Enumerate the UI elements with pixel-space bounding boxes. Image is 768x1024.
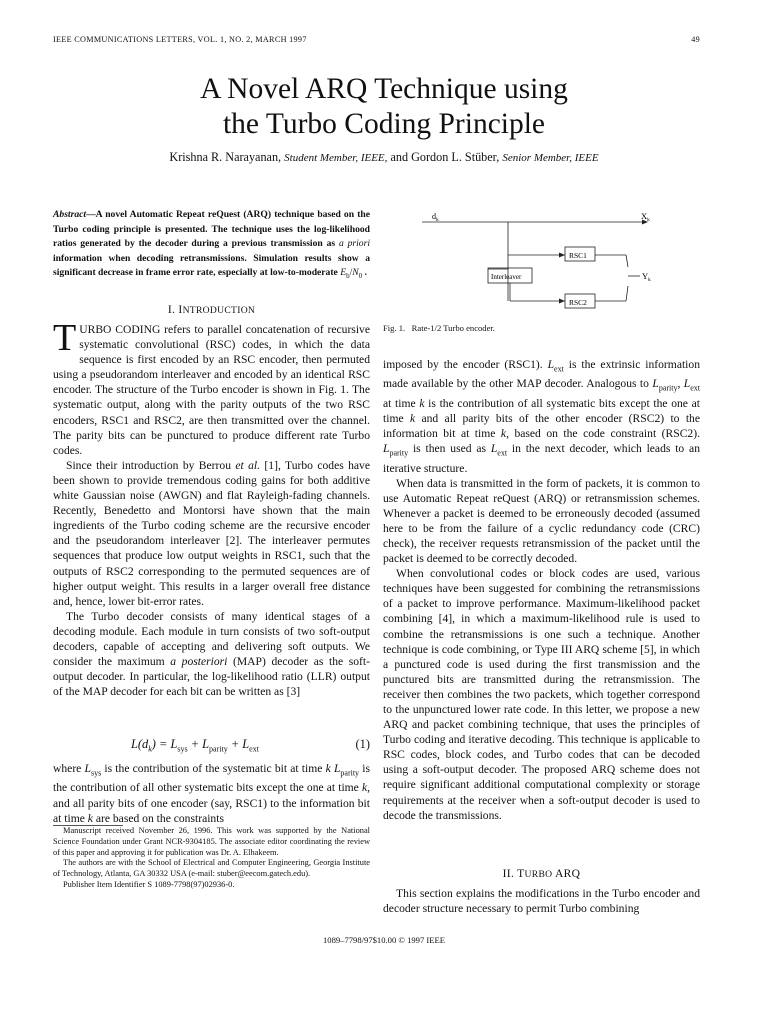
footnotes <box>53 826 370 891</box>
introduction-body <box>53 317 370 699</box>
equation-1-body <box>131 737 259 753</box>
ic-k2: k <box>361 781 368 795</box>
rc-p1-h: is then used as <box>408 442 491 456</box>
journal-header: IEEE COMMUNICATIONS LETTERS, VOL. 1, NO. 2, MARCH 1997 <box>53 35 307 44</box>
rc-p1-c: , <box>677 377 684 391</box>
rc-L2: L <box>652 377 659 391</box>
section2-word2: ARQ <box>554 867 581 880</box>
rsc2-arrow <box>559 299 565 304</box>
rsc2-switch <box>626 286 628 301</box>
footnote-affiliation: The authors are with the School of Electrical and Computer Engineering, Georgia Institute of Technology, Atlanta, GA 30332 USA (e-mail: stuber@eecom.gatech.edu). <box>53 858 370 879</box>
eq-sub-sys: sys <box>177 744 188 754</box>
rc-p1-a: imposed by the encoder (RSC1). <box>383 358 548 371</box>
rc-L2-sub: parity <box>658 383 678 393</box>
ic-t4: is the contribution of all other systematic bits except the one at time <box>53 762 370 795</box>
rc-p1-i: in the next decoder, which leads to an iterative structure. <box>383 442 700 475</box>
section-heading-introduction <box>53 303 370 316</box>
eq-plus-1: + L <box>187 737 210 751</box>
title-line-1: A Novel ARQ Technique using <box>200 73 568 105</box>
intro-p2-etal: et al. <box>235 458 261 472</box>
intro-p1-text: URBO CODING refers to parallel concatenation of recursive systematic convolutional (RSC) codes, in which the data sequence is first encoded by an RSC encoder, then permuted using a pseudorandom interleaver and encoded by an identical RSC encoder. The structure of the Turbo encoder is shown in Fig. 1. The systematic output, along with the parity outputs of the two RSC encoders, RSC1 and RSC2, are then transmitted over the channel. The parity bits can be punctured to produce different rate Turbo codes. <box>53 323 370 457</box>
rc-L5-sub: ext <box>497 448 508 458</box>
rsc1-label: RSC1 <box>569 251 587 260</box>
footnote-manuscript: Manuscript received November 26, 1996. This work was supported by the National Science Foundation under Grant NCR-9304185. The associate editor coordinating the review of this paper and approving it for publication was Dr. A. Elhakeem. <box>53 826 370 857</box>
rc-k3: k <box>500 427 507 440</box>
ic-L2: L <box>333 762 341 775</box>
right-paragraph-1 <box>383 357 700 476</box>
rc-L5: L <box>490 442 498 456</box>
footnote-identifier: Publisher Item Identifier S 1089-7798(97)02936-0. <box>63 879 235 889</box>
intro-p2-a: Since their introduction by Berrou <box>66 458 236 472</box>
interleaver-label: Interleaver <box>491 273 522 281</box>
rc-L1: L <box>547 358 555 371</box>
author-2-name: Gordon L. Stüber, <box>411 150 500 164</box>
eq-lhs-sub: k <box>148 744 152 754</box>
figure-1-caption: Fig. 1. Rate-1/2 Turbo encoder. <box>383 323 495 333</box>
ic-L1: L <box>84 762 91 775</box>
intro-p3-a: The Turbo decoder consists of many identical stages of a decoding module. Each module in turn consists of two soft-output decoders, capable of accepting and delivering soft outputs. We consider the maximum <box>53 609 370 669</box>
turbo-arq-body <box>383 886 700 916</box>
copyright-footer: 1089–7798/97$10.00 © 1997 IEEE <box>322 935 446 945</box>
abstract-math-n: N <box>352 267 359 279</box>
intro-p2-b: [1], Turbo codes have been shown to provide tremendous coding gains for both additive white Gaussian noise (AWGN) and flat Rayleigh-fading channels. Recently, Benedetto and Montorsi have shown that the main ingredients of the Turbo coding scheme are the recursive encoder and the pseudorandom interleaver [2]. The interleaver permutes sequences that produce low output weights in RSC1, such that the outputs of RSC2 corresponding to the permuted sequences are of higher output weight. This results in a larger overall free distance and, hence, lower bit-error rates. <box>53 458 370 608</box>
ic-k3: k <box>87 811 93 825</box>
intro-paragraph-3 <box>53 609 370 700</box>
rsc1-switch <box>626 255 628 267</box>
paper-title <box>0 72 768 142</box>
ic-t2: is the contribution of the systematic bit at time <box>101 762 326 775</box>
rc-L4: L <box>383 442 390 456</box>
section-heading-turbo-arq <box>383 867 700 880</box>
ic-L1-sub: sys <box>90 768 102 778</box>
author-line <box>0 150 768 165</box>
turbo-arq-paragraph-1: This section explains the modifications in the Turbo encoder and decoder structure necessary to permit Turbo combining <box>383 887 700 916</box>
authors-and: and <box>390 150 409 164</box>
section-numeral: I. <box>167 303 176 316</box>
section2-numeral: II. <box>502 867 515 880</box>
abstract-text-1: A novel Automatic Repeat reQuest (ARQ) technique based on the Turbo coding principle is presented. The technique uses the log-likelihood ratios generated by the decoder during a previous transmission as <box>53 209 370 250</box>
right-column-body <box>383 357 700 823</box>
abstract-italic: a priori <box>338 238 370 250</box>
section2-rest: URBO <box>524 869 553 880</box>
intro-p3-italic: a posteriori <box>170 655 228 669</box>
rc-L4-sub: parity <box>389 448 409 458</box>
page-number: 49 <box>691 35 700 44</box>
intro-paragraph-4 <box>53 761 370 826</box>
rc-L1-sub: ext <box>554 364 564 374</box>
author-1-role: Student Member, IEEE, <box>284 152 388 164</box>
right-paragraph-3: When convolutional codes or block codes are used, various techniques have been suggested for combining the retransmissions of a packet to improve performance. Maximum-likelihood packet combining [4], in which a maximum-likelihood rule is used to combine the retransmissions is one such a technique. Another technique is code combining, or Type III ARQ scheme [5], in which a punctured code is used during the first transmission and the punctured bits are transmitted during the retransmission. The receiver then combines the two packets, which together correspond to the unpunctured lower rate code. In this letter, we propose a new ARQ and packet combining technique, that uses the principles of Turbo coding and iterative decoding. This technique is applicable to RSC codes, block codes, and Turbo codes that can be decoded using a soft-output decoder. The proposed ARQ scheme does not require significant additional computational complexity or storage requirements at the receiver when a soft-output decoder is used to decode the transmissions. <box>383 567 700 822</box>
abstract-dash: — <box>86 209 96 220</box>
abstract <box>53 208 370 284</box>
figure-1-turbo-encoder <box>420 210 710 318</box>
abstract-math-slash: / <box>349 267 353 279</box>
eq-sub-parity: parity <box>209 744 228 754</box>
rc-k2: k <box>409 411 416 425</box>
intro-paragraph-2 <box>53 458 370 609</box>
intro-p3-b: (MAP) decoder as the soft-output decoder. In particular, the log-likelihood ratio (LLR) output of the MAP decoder for each bit can be written as [3] <box>53 655 370 699</box>
right-paragraph-2: When data is transmitted in the form of packets, it is common to use Automatic Repeat reQuest (ARQ) or retransmission schemes. Whenever a packet is deemed to be erroneously decoded (assumed here to be from the failure of a cyclic redundancy code (CRC) check), the receiver requests retransmission of the packet until the packet is deemed to be correctly decoded. <box>383 476 700 566</box>
abstract-math-sub-b: b <box>346 272 350 281</box>
rc-p1-b: is the extrinsic information made available by the other MAP decoder. Analogous to <box>383 358 700 391</box>
input-dk-label: $d_k$ <box>432 212 439 223</box>
section-cap: I <box>178 303 183 316</box>
eq-plus-2: + L <box>227 737 250 751</box>
rc-L3: L <box>683 377 691 391</box>
title-line-2: the Turbo Coding Principle <box>222 108 546 140</box>
rc-p1-f: and all parity bits of the other encoder (RSC2) to the information bit at time <box>383 411 700 440</box>
eq-lhs-close: ) = L <box>151 737 178 751</box>
rc-p1-e: is the contribution of all systematic bits except the one at time <box>383 396 700 425</box>
section-rest: NTRODUCTION <box>182 305 256 316</box>
section2-cap: T <box>517 867 525 880</box>
ic-t1: where <box>53 762 85 775</box>
rc-p1-d: at time <box>383 396 420 410</box>
abstract-math-e: E <box>340 267 347 279</box>
drop-cap: T <box>53 317 77 359</box>
abstract-math-sub-0: 0 <box>358 272 363 281</box>
eq-lhs: L(d <box>131 737 149 751</box>
introduction-continuation <box>53 761 370 826</box>
equation-1 <box>53 737 370 755</box>
equation-number: (1) <box>355 737 370 751</box>
output-yk-label: $Y_k$ <box>642 271 651 283</box>
ic-L2-sub: parity <box>340 768 360 778</box>
abstract-text-2: information when decoding retransmissions. Simulation results show a significant decrease in frame error rate, especially at low-to-moderate <box>53 252 370 279</box>
ic-t5: , and all parity bits of one encoder (say, RSC1) to the information bit at time <box>53 781 370 825</box>
rc-L3-sub: ext <box>690 383 701 393</box>
abstract-end: . <box>362 267 367 279</box>
rc-p1-g: , based on the code constraint (RSC2). <box>506 427 700 440</box>
author-1-name: Krishna R. Narayanan, <box>169 150 282 164</box>
ic-k1: k <box>325 762 331 775</box>
ic-t6: are based on the constraints <box>92 811 224 825</box>
intro-paragraph-1 <box>53 317 370 458</box>
author-2-role: Senior Member, IEEE <box>502 152 599 164</box>
eq-sub-ext: ext <box>249 744 259 754</box>
abstract-label: Abstract <box>53 209 87 220</box>
rsc2-label: RSC2 <box>569 298 587 307</box>
rsc1-arrow <box>559 253 565 258</box>
output-xk-label: $X_k$ <box>641 211 650 223</box>
rc-k1: k <box>419 396 425 410</box>
